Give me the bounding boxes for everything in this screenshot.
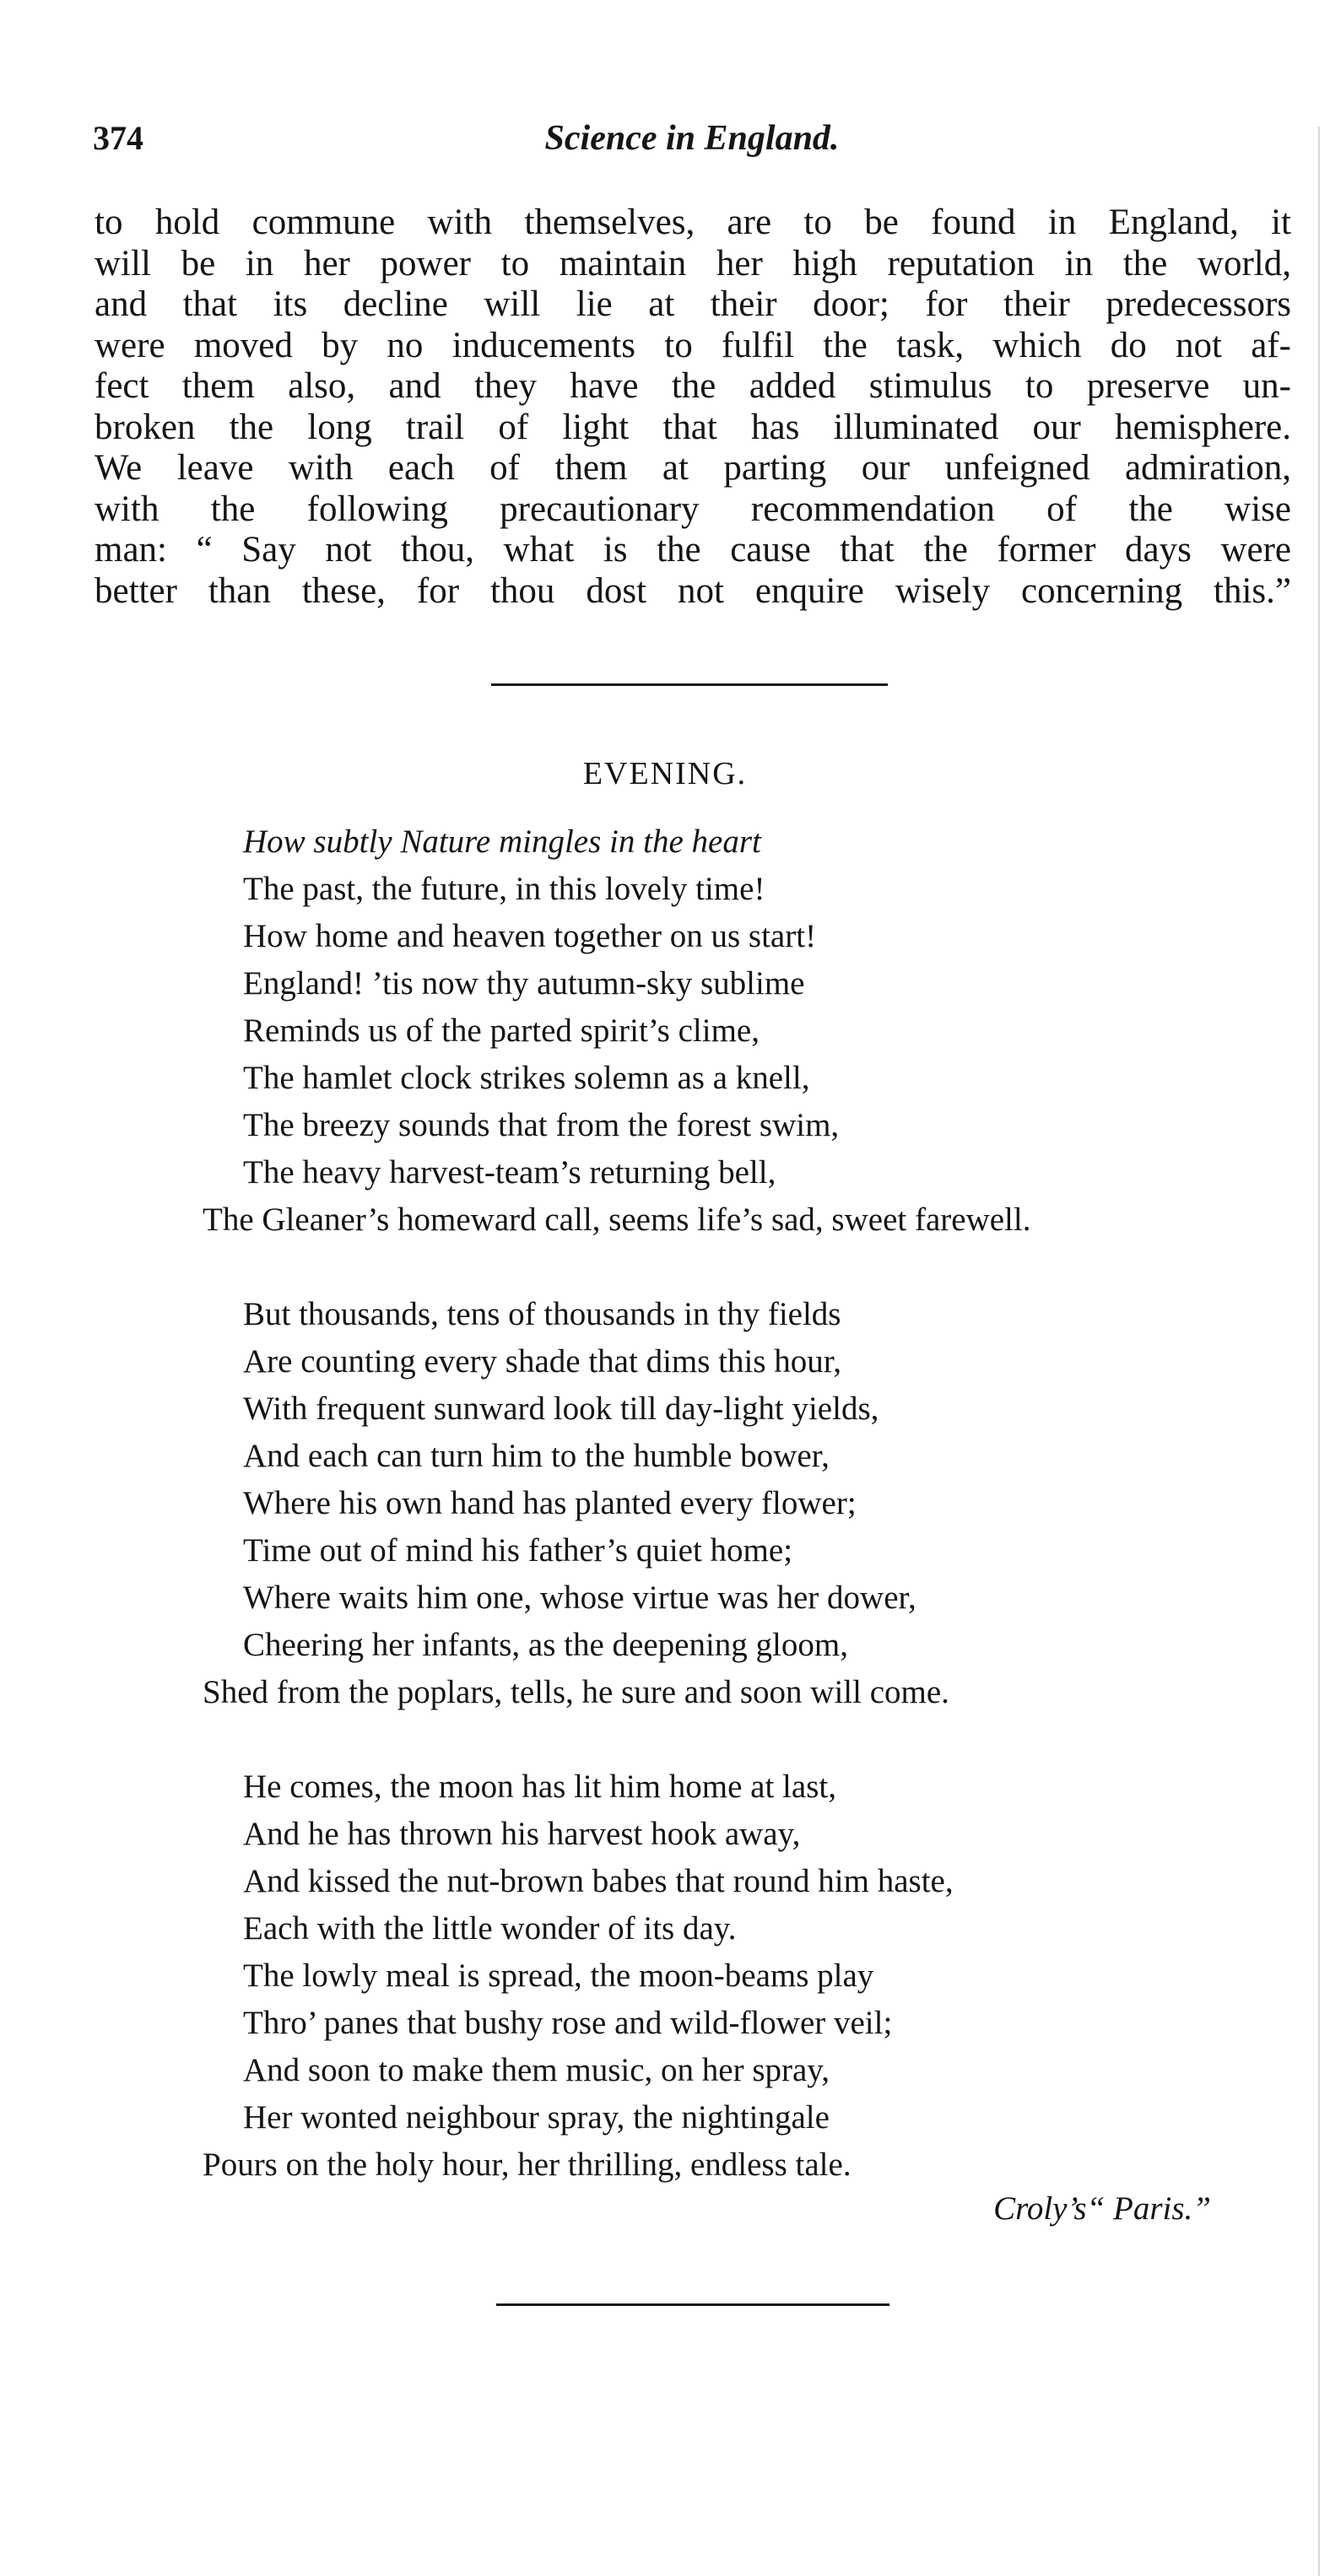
poem-attribution: Croly’s“ Paris.” — [993, 2190, 1211, 2227]
verse-line: Where his own hand has planted every flower; — [243, 1485, 857, 1521]
verse-line: The past, the future, in this lovely time! — [243, 871, 765, 907]
verse-line: The breezy sounds that from the forest swim, — [243, 1107, 840, 1143]
verse-line: Reminds us of the parted spirit’s clime, — [243, 1013, 760, 1049]
prose-line: We leave with each of them at parting our unfeigned admiration, — [95, 448, 1291, 488]
stanza — [0, 818, 1330, 1244]
stanza — [0, 1763, 1330, 2189]
verse-line: The Gleaner’s homeward call, seems life’s sad, sweet farewell. — [203, 1202, 1031, 1238]
section-divider — [491, 683, 888, 686]
prose-line: better than these, for thou dost not enquire wisely concerning this.” — [95, 570, 1291, 611]
verse-line: He comes, the moon has lit him home at last, — [243, 1769, 836, 1805]
prose-line: to hold commune with themselves, are to be found in England, it — [95, 203, 1291, 242]
verse-line: But thousands, tens of thousands in thy fields — [243, 1296, 841, 1332]
verse-line: Shed from the poplars, tells, he sure and soon will come. — [203, 1674, 949, 1710]
verse-line: The hamlet clock strikes solemn as a knell, — [243, 1060, 810, 1096]
verse-line: The heavy harvest-team’s returning bell, — [243, 1154, 776, 1191]
verse-line: How subtly Nature mingles in the heart — [243, 824, 761, 860]
prose-paragraph — [95, 203, 1291, 612]
verse-line: And soon to make them music, on her spray, — [243, 2052, 830, 2088]
prose-line: with the following precautionary recommendation of the wise — [95, 489, 1291, 529]
verse-line: And kissed the nut-brown babes that round him haste, — [243, 1863, 954, 1899]
verse-line: Pours on the holy hour, her thrilling, endless tale. — [203, 2147, 852, 2183]
verse-line: Her wonted neighbour spray, the nightingale — [243, 2099, 830, 2136]
poem-title: EVENING. — [582, 756, 748, 791]
prose-line: man: “ Say not thou, what is the cause that the former days were — [95, 530, 1291, 570]
stanza — [0, 1291, 1330, 1716]
verse-line: How home and heaven together on us start! — [243, 918, 817, 954]
verse-line: Time out of mind his father’s quiet home; — [243, 1532, 793, 1569]
prose-line: broken the long trail of light that has illuminated our hemisphere. — [95, 407, 1291, 447]
verse-line: And each can turn him to the humble bower, — [243, 1438, 830, 1474]
verse-line: Are counting every shade that dims this hour, — [243, 1343, 841, 1380]
verse-line: Each with the little wonder of its day. — [243, 1910, 737, 1947]
verse-line: With frequent sunward look till day-light yields, — [243, 1391, 879, 1427]
verse-line: And he has thrown his harvest hook away, — [243, 1816, 801, 1852]
verse-line: The lowly meal is spread, the moon-beams play — [243, 1958, 874, 1994]
page-number: 374 — [93, 119, 143, 157]
running-title: Science in England. — [544, 119, 840, 158]
prose-line: and that its decline will lie at their door; for their predecessors — [95, 284, 1291, 324]
verse-line: Where waits him one, whose virtue was her dower, — [243, 1580, 916, 1616]
verse-line: Cheering her infants, as the deepening gloom, — [243, 1627, 848, 1663]
poem-body — [0, 818, 1330, 2236]
page-header — [93, 118, 1291, 169]
verse-line: England! ’tis now thy autumn-sky sublime — [243, 965, 805, 1002]
prose-line: fect them also, and they have the added stimulus to preserve un- — [95, 366, 1291, 406]
prose-line: were moved by no inducements to fulfil the task, which do not af- — [95, 325, 1291, 365]
verse-line: Thro’ panes that bushy rose and wild-flower veil; — [243, 2005, 893, 2041]
end-divider — [496, 2303, 889, 2306]
prose-line: will be in her power to maintain her high reputation in the world, — [95, 243, 1291, 284]
